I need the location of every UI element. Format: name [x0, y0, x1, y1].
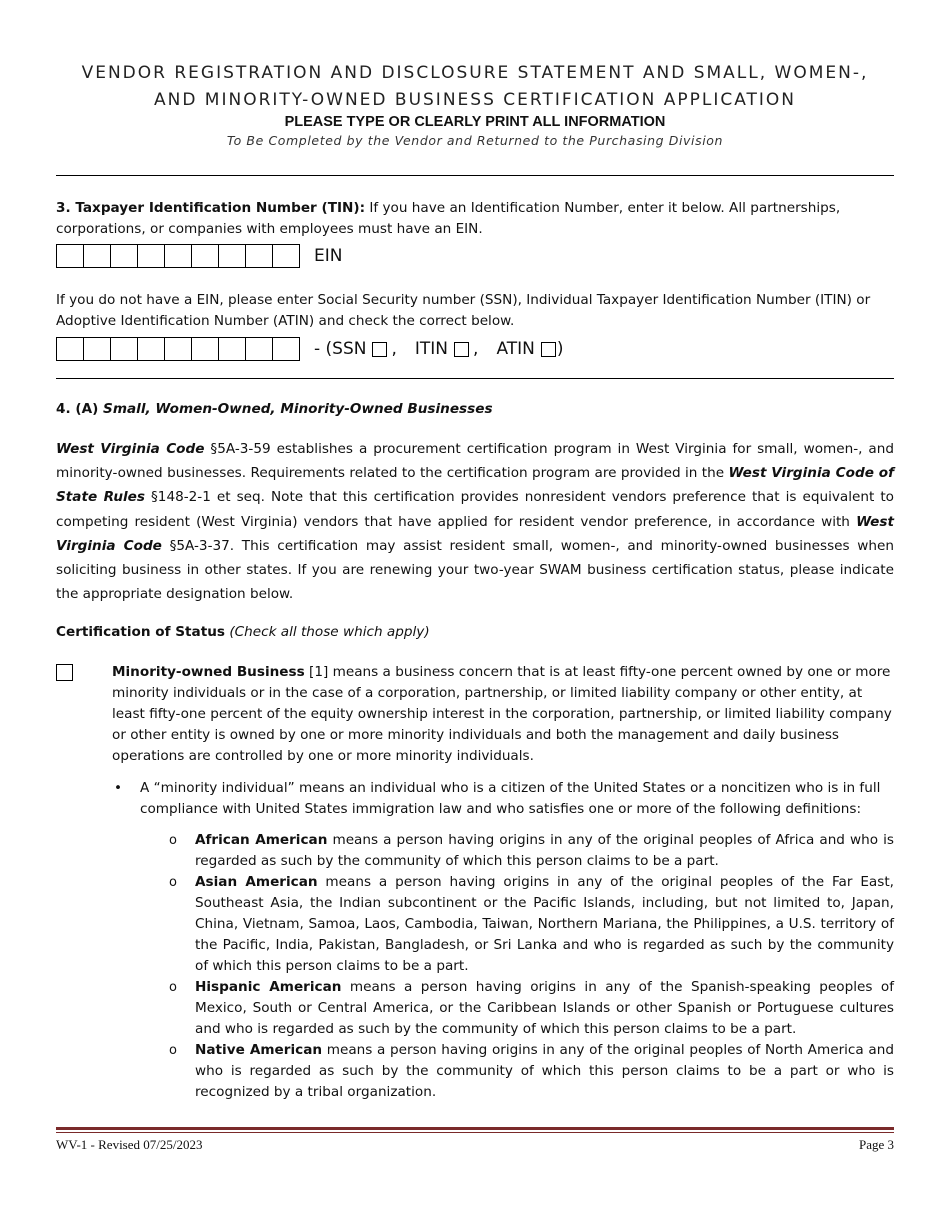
ssn-digit-box[interactable] [165, 338, 192, 360]
itin-checkbox[interactable] [454, 342, 469, 357]
definition-term: Hispanic American [195, 979, 342, 995]
ssn-digit-box[interactable] [57, 338, 84, 360]
section-4-paragraph [56, 437, 894, 606]
definition-term: Asian American [195, 874, 318, 890]
section-4-heading [56, 399, 493, 420]
definition-asian-american [168, 872, 894, 977]
minority-owned-label: Minority-owned Business [112, 664, 305, 680]
document-title [56, 60, 894, 114]
ssn-input-boxes[interactable] [56, 337, 300, 361]
comma-1: , [391, 339, 397, 359]
bullet-text: A “minority individual” means an individual who is a citizen of the United States or a noncitizen who is in full compliance with United States immigration law and who satisfies one or more of the following definitions: [140, 780, 881, 817]
ssn-digit-box[interactable] [138, 338, 165, 360]
ein-row [56, 244, 342, 268]
cert-hint: (Check all those which apply) [225, 624, 430, 640]
ein-digit-box[interactable] [219, 245, 246, 267]
print-instruction: PLEASE TYPE OR CLEARLY PRINT ALL INFORMATION [284, 114, 666, 130]
ssn-digit-box[interactable] [192, 338, 219, 360]
circle-bullet-icon: o [169, 980, 177, 995]
ein-digit-box[interactable] [165, 245, 192, 267]
ein-digit-box[interactable] [192, 245, 219, 267]
section-4-title: Small, Women-Owned, Minority-Owned Businesses [103, 401, 493, 417]
ssn-label: SSN [332, 339, 367, 359]
minority-owned-option [56, 662, 894, 767]
wv-code-ref-2: West Virginia Code [56, 513, 894, 554]
circle-bullet-icon: o [169, 875, 177, 890]
definition-hispanic-american [168, 977, 894, 1040]
footer-rule-thick [56, 1127, 894, 1130]
id-type-selector [314, 339, 564, 359]
cert-label: Certification of Status [56, 624, 225, 640]
title-line-2: AND MINORITY-OWNED BUSINESS CERTIFICATION APPLICATION [153, 90, 797, 110]
ssn-checkbox[interactable] [372, 342, 387, 357]
section-3-alt-text: If you do not have a EIN, please enter Social Security number (SSN), Individual Taxpayer Identification Number (ITIN) or Adoptive Identification Number (ATIN) and check the correct below. [56, 292, 871, 329]
definition-term: African American [195, 832, 328, 848]
definitions-list [168, 830, 894, 1103]
definition-text: means a person having origins in any of the Spanish-speaking peoples of Mexico, South or Central America, or the Caribbean Islands or other Spanish or Portuguese cultures and who is regarded as such by the community of which this person claims to be a part. [195, 979, 894, 1037]
para-text-2: §148-2-1 et seq. Note that this certification provides nonresident vendors preference that is equivalent to competing resident (West Virginia) vendors that have applied for resident vendor preference, in accordance with [56, 489, 894, 530]
ein-digit-box[interactable] [138, 245, 165, 267]
para-text-3: §5A-3-37. This certification may assist resident small, women-, and minority-owned businesses when soliciting business in other states. If you are renewing your two-year SWAM business certification status, please indicate the appropriate designation below. [56, 537, 895, 603]
minority-owned-checkbox[interactable] [56, 664, 73, 681]
circle-bullet-icon: o [169, 1043, 177, 1058]
ein-label: EIN [314, 246, 343, 266]
list-item [112, 778, 894, 820]
ein-digit-box[interactable] [273, 245, 299, 267]
comma-2: , [473, 339, 479, 359]
ein-digit-box[interactable] [111, 245, 138, 267]
minority-individual-bullet [112, 778, 894, 820]
ein-digit-box[interactable] [246, 245, 273, 267]
wv-code-ref-1: West Virginia Code [56, 441, 205, 457]
definition-text: means a person having origins in any of the original peoples of North America and who is regarded as such by the community of which this person claims to be a part or who is recognized by a tribal organization. [195, 1042, 894, 1100]
close-paren: ) [556, 339, 564, 359]
section-divider [56, 378, 894, 379]
ssn-digit-box[interactable] [273, 338, 299, 360]
certification-heading [56, 622, 430, 643]
ssn-row [56, 337, 564, 361]
ssn-digit-box[interactable] [219, 338, 246, 360]
document-page [56, 0, 894, 1230]
ein-input-boxes[interactable] [56, 244, 300, 268]
bullet-icon: • [114, 780, 123, 796]
ssn-digit-box[interactable] [111, 338, 138, 360]
definition-term: Native American [195, 1042, 323, 1058]
page-number: Page 3 [858, 1137, 894, 1152]
dash-prefix: - ( [314, 339, 333, 359]
wv-code-state-rules-ref: West Virginia Code of State Rules [56, 465, 894, 506]
definition-text: means a person having origins in any of the original peoples of Africa and who is regarded as such by the community of which this person claims to be a part. [195, 832, 894, 869]
section-4-label: 4. (A) [56, 401, 104, 417]
header-divider [56, 175, 894, 176]
ein-digit-box[interactable] [57, 245, 84, 267]
para-text-1: §5A-3-59 establishes a procurement certification program in West Virginia for small, women-, and minority-owned businesses. Requirements related to the certification program are provided in the [56, 441, 894, 482]
form-revision-id: WV-1 - Revised 07/25/2023 [56, 1137, 203, 1152]
atin-label: ATIN [496, 339, 535, 359]
circle-bullet-icon: o [169, 833, 177, 848]
section-3-label: 3. Taxpayer Identification Number (TIN): [56, 200, 366, 216]
return-instruction: To Be Completed by the Vendor and Returned to the Purchasing Division [226, 133, 724, 148]
ssn-digit-box[interactable] [84, 338, 111, 360]
definition-native-american [168, 1040, 894, 1103]
minority-owned-text: [1] means a business concern that is at least fifty-one percent owned by one or more minority individuals or in the case of a corporation, partnership, or limited liability company or other entity, at least fifty-one percent of the equity ownership interest in the corporation, partnership, or limited liability company or other entity is owned by one or more minority individuals and both the management and daily business operations are controlled by one or more minority individuals. [112, 664, 892, 764]
atin-checkbox[interactable] [541, 342, 556, 357]
itin-label: ITIN [414, 339, 449, 359]
ssn-digit-box[interactable] [246, 338, 273, 360]
title-line-1: VENDOR REGISTRATION AND DISCLOSURE STATEMENT AND SMALL, WOMEN-, [81, 63, 869, 83]
definition-african-american [168, 830, 894, 872]
minority-owned-description [112, 662, 894, 767]
section-3-intro [56, 198, 894, 240]
section-3-text: If you have an Identification Number, enter it below. All partnerships, corporations, or companies with employees must have an EIN. [56, 200, 841, 237]
footer-rule-thin [56, 1132, 894, 1133]
ein-digit-box[interactable] [84, 245, 111, 267]
definition-text: means a person having origins in any of the original peoples of the Far East, Southeast Asia, the Indian subcontinent or the Pacific Islands, including, but not limited to, Japan, China, Vietnam, Samoa, Laos, Cambodia, Taiwan, Northern Mariana, the Philippines, a U.S. territory of the Pacific, India, Pakistan, Bangladesh, or Sri Lanka and who is regarded as such by the community of which this person claims to be a part. [195, 874, 894, 974]
